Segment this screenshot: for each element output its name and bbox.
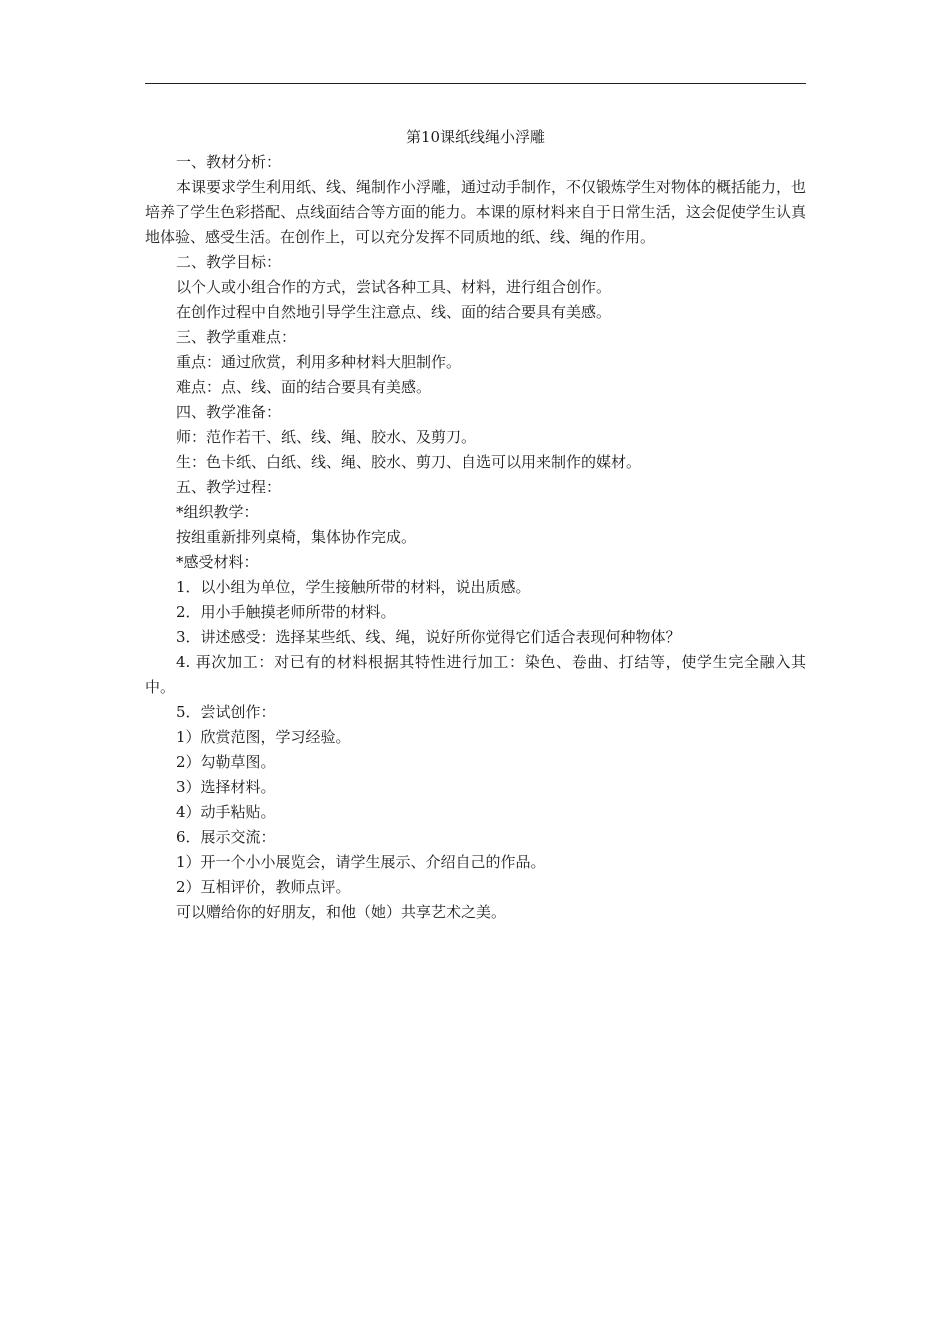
process-step: 3．讲述感受：选择某些纸、线、绳，说好所你觉得它们适合表现何种物体？ xyxy=(176,628,681,646)
objective-line: 以个人或小组合作的方式，尝试各种工具、材料，进行组合创作。 xyxy=(176,278,612,296)
sub-step: 1）开一个小小展览会，请学生展示、介绍自己的作品。 xyxy=(176,853,546,871)
sub-step: 2）互相评价，教师点评。 xyxy=(176,878,351,896)
student-preparation-line: 生：色卡纸、白纸、线、绳、胶水、剪刀、自选可以用来制作的媒材。 xyxy=(176,453,642,471)
section-heading-objectives: 二、教学目标： xyxy=(176,253,282,271)
process-step: 4. 再次加工：对已有的材料根据其特性进行加工：染色、卷曲、打结等，使学生完全融入其中。 xyxy=(145,653,806,696)
feel-materials-heading: *感受材料： xyxy=(176,553,259,571)
difficult-point-line: 难点：点、线、面的结合要具有美感。 xyxy=(176,378,432,396)
document-body xyxy=(145,125,806,925)
section-heading-analysis: 一、教材分析： xyxy=(176,153,282,171)
key-point-line: 重点：通过欣赏，利用多种材料大胆制作。 xyxy=(176,353,462,371)
closing-line: 可以赠给你的好朋友，和他（她）共享艺术之美。 xyxy=(176,903,507,921)
organize-text: 按组重新排列桌椅，集体协作完成。 xyxy=(176,528,417,546)
header-rule xyxy=(145,83,806,84)
display-exchange-heading: 6．展示交流： xyxy=(176,828,276,846)
sub-step: 1）欣赏范图，学习经验。 xyxy=(176,728,351,746)
process-step: 1．以小组为单位，学生接触所带的材料，说出质感。 xyxy=(176,578,531,596)
try-creating-heading: 5．尝试创作： xyxy=(176,703,276,721)
section-heading-preparation: 四、教学准备： xyxy=(176,403,282,421)
objective-line: 在创作过程中自然地引导学生注意点、线、面的结合要具有美感。 xyxy=(176,303,612,321)
organize-heading: *组织教学： xyxy=(176,503,259,521)
sub-step: 4）动手粘贴。 xyxy=(176,803,276,821)
sub-step: 3）选择材料。 xyxy=(176,778,276,796)
section-heading-key-points: 三、教学重难点： xyxy=(176,328,297,346)
section-heading-process: 五、教学过程： xyxy=(176,478,282,496)
analysis-paragraph: 本课要求学生利用纸、线、绳制作小浮雕，通过动手制作，不仅锻炼学生对物体的概括能力，也培养了学生色彩搭配、点线面结合等方面的能力。本课的原材料来自于日常生活，这会促使学生认真地体验、感受生活。在创作上，可以充分发挥不同质地的纸、线、绳的作用。 xyxy=(145,178,807,246)
page-title: 第10课纸线绳小浮雕 xyxy=(405,128,546,146)
teacher-preparation-line: 师：范作若干、纸、线、绳、胶水、及剪刀。 xyxy=(176,428,477,446)
process-step: 2．用小手触摸老师所带的材料。 xyxy=(176,603,396,621)
sub-step: 2）勾勒草图。 xyxy=(176,753,276,771)
